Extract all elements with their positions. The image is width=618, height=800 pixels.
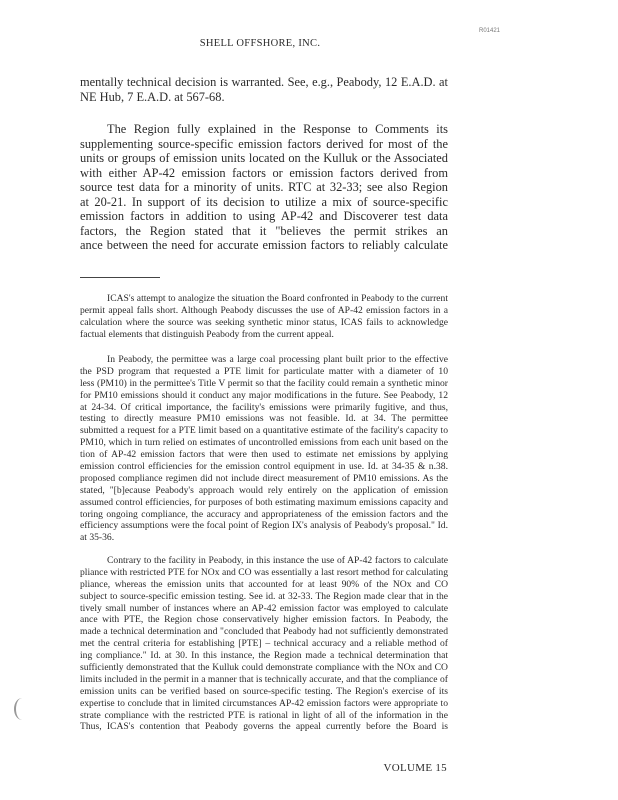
text-line: made a technical determination and "concluded that Peabody had not sufficiently demonstrated (80, 626, 448, 638)
text-line: submitted a request for a PTE limit based on a quantitative estimate of the facility's capacity to (80, 425, 448, 437)
text-line: at 35-36. (80, 532, 115, 544)
text-line: pliance, whereas the emission units that accounted for at least 90% of the NOx and CO (80, 578, 448, 590)
scan-artifact (14, 698, 30, 720)
text-line: tion of AP-42 emission factors that were then used to estimate net emissions by applying (80, 449, 448, 461)
text-line: the PSD program that requested a PTE limit for particulate matter with a diameter of 10 (80, 365, 448, 377)
text-line: The Region fully explained in the Response to Comments its (107, 122, 448, 136)
text-line: ing compliance." Id. at 30. In this instance, the Region made a technical determination that (80, 650, 448, 662)
page-footer: VOLUME 15 (383, 762, 447, 774)
text-line: with either AP-42 emission factors or emission factors derived from (80, 165, 448, 180)
text-line: source test data for a minority of units. RTC at 32-33; see also Region (80, 180, 448, 194)
text-line: ance between the need for accurate emission factors to reliably calculate (80, 238, 448, 252)
text-line: NE Hub, 7 E.A.D. at 567-68. (80, 89, 225, 104)
bates-stamp: R01421 (479, 28, 501, 34)
footnote-2 (80, 354, 448, 544)
text-line: proposed compliance regimen did not include direct measurement of PM10 emissions. As the (80, 472, 448, 484)
text-line: emission units can be verified based on source-specific testing. The Region's exercise of its (80, 685, 448, 697)
text-line: testing to directly measure PM10 emissions was not feasible. Id. at 34. The permittee (80, 413, 448, 425)
text-line: emission factors in addition to using AP-42 and Discoverer test data (80, 209, 448, 223)
text-line: mentally technical decision is warranted. See, e.g., Peabody, 12 E.A.D. at (80, 75, 448, 89)
text-line: sufficiently demonstrated that the Kulluk could demonstrate compliance with the NOx and CO (80, 662, 448, 674)
text-line: ICAS's attempt to analogize the situation the Board confronted in Peabody to the current (107, 293, 448, 304)
text-line: stated, "[b]ecause Peabody's approach would rely entirely on the application of emission (80, 484, 448, 496)
text-line: less (PM10) in the permittee's Title V permit so that the facility could remain a synthetic minor (80, 377, 448, 389)
text-line: calculation where the source was seeking synthetic minor status, ICAS fails to acknowledge (80, 316, 448, 328)
text-line: In Peabody, the permittee was a large coal processing plant built prior to the effective (107, 354, 448, 365)
text-line: limits included in the permit in a manner that is technically accurate, and that the compliance of (80, 673, 448, 685)
text-line: for PM10 emissions should it conduct any major modifications in the future. See Peabody, 12 (80, 389, 448, 401)
text-line: permit appeal falls short. Although Peabody discusses the use of AP-42 emission factors in a (80, 304, 448, 316)
text-line: expertise to conclude that in limited circumstances AP-42 emission factors were appropriate to (80, 697, 448, 709)
text-line: PM10, which in turn relied on estimates of uncontrolled emissions from each unit based on the (80, 437, 448, 449)
text-line: emission control efficiencies for the emission control equipment in use. Id. at 34-35 & n.38. (80, 461, 448, 473)
text-line: Thus, ICAS's contention that Peabody governs the appeal currently before the Board is (80, 721, 448, 733)
text-line: supplementing source-specific emission factors derived for most of the (80, 136, 448, 151)
text-line: Contrary to the facility in Peabody, in this instance the use of AP-42 factors to calculate (107, 555, 448, 566)
text-line: at 24-34. Of critical importance, the facility's emissions were primarily fugitive, and thus, (80, 401, 448, 413)
footnote-divider (80, 277, 160, 278)
continuation-paragraph (80, 75, 448, 104)
text-line: tively small number of instances where an AP-42 emission factor was employed to calculate (80, 602, 448, 614)
text-line: assumed control efficiencies, for purposes of both estimating maximum emissions capacity and (80, 496, 448, 508)
text-line: strate compliance with the restricted PTE is rational in light of all of the information in the (80, 709, 448, 721)
text-line: at 20-21. In support of its decision to utilize a mix of source-specific (80, 194, 448, 209)
running-header (0, 38, 618, 49)
text-line: factual elements that distinguish Peabody from the current appeal. (80, 328, 334, 340)
text-line: factors, the Region stated that it "believes the permit strikes an (80, 223, 448, 238)
text-line: pliance with restricted PTE for NOx and CO was essentially a last resort method for calculating (80, 566, 448, 578)
footnote-3 (80, 555, 448, 733)
text-line: efficiency assumptions were the focal point of Region IX's analysis of Peabody's proposal." Id. (80, 520, 448, 532)
running-header-text: SHELL OFFSHORE, INC. (199, 38, 321, 49)
body-paragraph (80, 122, 448, 253)
footnote-1 (80, 293, 448, 341)
text-line: ance with PTE, the Region chose conservatively higher emission factors. In Peabody, the (80, 614, 448, 626)
text-line: units or groups of emission units located on the Kulluk or the Associated (80, 151, 448, 165)
text-line: subject to source-specific emission testing. See id. at 32-33. The Region made clear that in the (80, 590, 448, 602)
text-line: met the central criteria for establishing [PTE] – technical accuracy and a reliable method of (80, 638, 448, 650)
text-line: toring ongoing compliance, the accuracy and appropriateness of the emission factors and the (80, 508, 448, 520)
